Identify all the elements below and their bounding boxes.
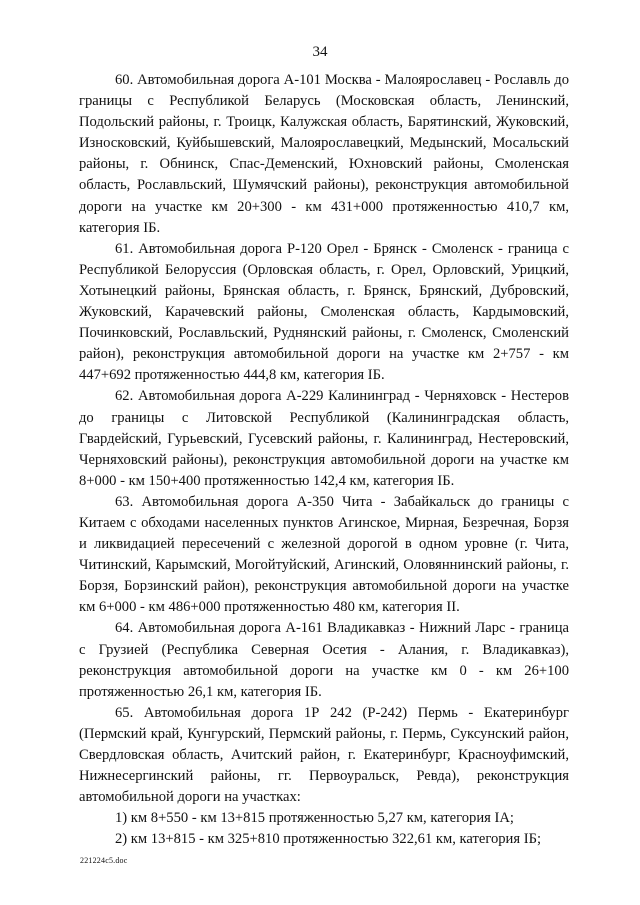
file-reference: 221224c5.doc	[80, 856, 128, 865]
list-item-section-2: 2) км 13+815 - км 325+810 протяженностью 322,61 км, категория IБ;	[115, 831, 542, 848]
paragraph-item-63: 63. Автомобильная дорога А-350 Чита - Забайкальск до границы с Китаем с обходами населенных пунктов Агинское, Мирная, Безречная, Борзя и ликвидацией пересечений с железной дорогой в одном уровне (г. Чита, Читинский, Карымский, Могойтуйский, Агинский, Оловяннинский районы, г. Борзя, Борзинский район), реконструкция автомобильной дороги на участке км 6+000 - км 486+000 протяженностью 480 км, категория II.	[79, 493, 569, 616]
paragraph-item-64: 64. Автомобильная дорога А-161 Владикавказ - Нижний Ларс - граница с Грузией (Республика Северная Осетия - Алания, г. Владикавказ), реконструкция автомобильной дороги на участке км 0 - км 26+100 протяженностью 26,1 км, категория IБ.	[79, 620, 569, 700]
paragraph-item-65: 65. Автомобильная дорога 1Р 242 (Р-242) Пермь - Екатеринбург (Пермский край, Кунгурский, Пермский районы, г. Пермь, Суксунский район, Свердловская область, Ачитский район, г. Екатеринбург, Красноуфимский, Нижнесергинский районы, гг. Первоуральск, Ревда), реконструкция автомобильной дороги на участках:	[79, 704, 569, 806]
paragraph-item-61: 61. Автомобильная дорога Р-120 Орел - Брянск - Смоленск - граница с Республикой Белоруссия (Орловская область, г. Орел, Орловский, Урицкий, Хотынецкий районы, Брянская область, г. Брянск, Брянский, Дубровский, Жуковский, Карачевский районы, Смоленская область, Кардымовский, Починковский, Рославльский, Руднянский районы, г. Смоленск, Смоленский район), реконструкция автомобильной дороги на участке км 2+757 - км 447+692 протяженностью 444,8 км, категория IБ.	[79, 240, 569, 384]
paragraph-item-62: 62. Автомобильная дорога А-229 Калининград - Черняховск - Нестеров до границы с Литовской Республикой (Калининградская область, Гвардейский, Гурьевский, Гусевский районы, г. Калининград, Нестеровский, Черняховский районы), реконструкция автомобильной дороги на участке км 8+000 - км 150+400 протяженностью 142,4 км, категория IБ.	[79, 388, 569, 489]
list-item-section-1: 1) км 8+550 - км 13+815 протяженностью 5,27 км, категория IА;	[115, 810, 514, 827]
paragraph-item-60: 60. Автомобильная дорога А-101 Москва - Малоярославец - Рославль до границы с Республикой Беларусь (Московская область, Ленинский, Подольский районы, г. Троицк, Калужская область, Барятинский, Жуковский, Износковский, Куйбышевский, Малоярославецкий, Медынский, Мосальский районы, г. Обнинск, Спас-Деменский, Юхновский районы, Смоленская область, Рославльский, Шумячский районы), реконструкция автомобильной дороги на участке км 20+300 - км 431+000 протяженностью 410,7 км, категория IБ.	[79, 72, 569, 236]
page-number: 34	[312, 44, 328, 60]
document-body	[79, 70, 569, 850]
